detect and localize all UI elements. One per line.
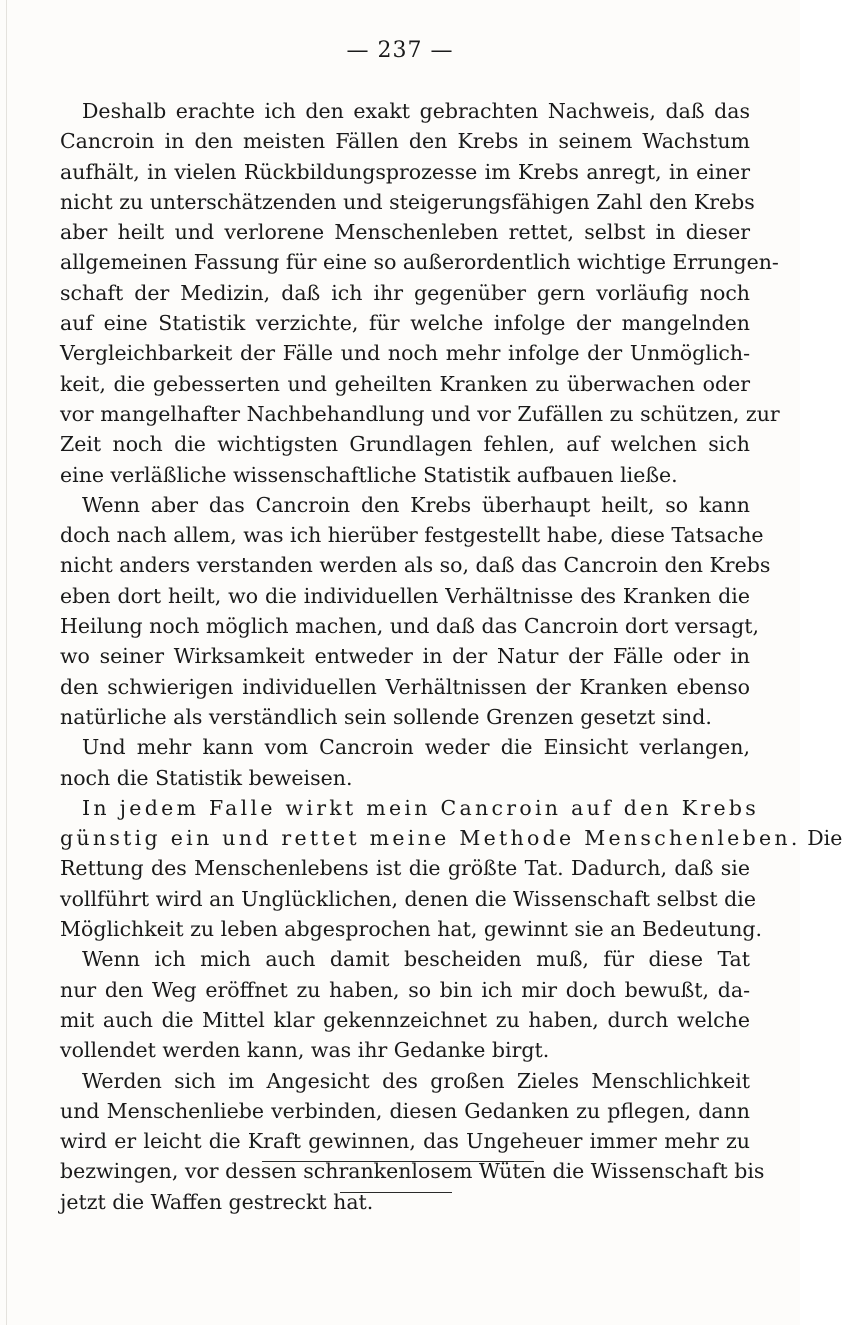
text-line: jetzt die Waffen gestreckt hat. [60, 1189, 374, 1214]
text-line: bezwingen, vor dessen schrankenlosem Wüten die Wissenschaft bis [60, 1159, 765, 1184]
text-line: schaft der Medizin, daß ich ihr gegenüber gern vorläufig noch [60, 280, 750, 305]
text-line: mit auch die Mittel klar gekennzeichnet zu haben, durch welche [60, 1007, 750, 1032]
body-text [60, 96, 842, 1217]
page-number-header: — 237 — [346, 38, 454, 63]
text-line: vor mangelhafter Nachbehandlung und vor Zufällen zu schützen, zur [60, 401, 780, 426]
text-line: nicht anders verstanden werden als so, daß das Cancroin den Krebs [60, 553, 771, 578]
text-line: natürliche als verständlich sein sollende Grenzen gesetzt sind. [60, 704, 712, 729]
text-line: aber heilt und verlorene Menschenleben rettet, selbst in dieser [60, 220, 750, 245]
text-line: doch nach allem, was ich hierüber festgestellt habe, diese Tatsache [60, 523, 764, 548]
text-line: Heilung noch möglich machen, und daß das Cancroin dort versagt, [60, 614, 759, 639]
text-line: nur den Weg eröffnet zu haben, so bin ich mir doch bewußt, da- [60, 977, 750, 1002]
text-line: vollendet werden kann, was ihr Gedanke birgt. [60, 1038, 550, 1063]
text-line: noch die Statistik beweisen. [60, 765, 353, 790]
text-line: wird er leicht die Kraft gewinnen, das Ungeheuer immer mehr zu [60, 1129, 750, 1154]
text-line-emphasized-end [60, 823, 842, 853]
text-fragment: Die [807, 826, 842, 851]
section-end-rule-short [340, 1192, 452, 1193]
text-line: vollführt wird an Unglücklichen, denen die Wissenschaft selbst die [60, 886, 756, 911]
text-line: Cancroin in den meisten Fällen den Krebs in seinem Wachstum [60, 129, 750, 154]
text-line: aufhält, in vielen Rückbildungsprozesse im Krebs anregt, in einer [60, 159, 750, 184]
text-line: auf eine Statistik verzichte, für welche infolge der mangelnden [60, 311, 750, 336]
text-line: Deshalb erachte ich den exakt gebrachten Nachweis, daß das [82, 99, 750, 123]
text-line: den schwierigen individuellen Verhältnissen der Kranken ebenso [60, 674, 750, 699]
page-edge-line [6, 0, 7, 1325]
text-line: Werden sich im Angesicht des großen Zieles Menschlichkeit [82, 1068, 750, 1093]
emphasized-text: günstig ein und rettet meine Methode Menschenleben. [60, 826, 801, 851]
text-line: eine verläßliche wissenschaftliche Statistik aufbauen ließe. [60, 462, 678, 487]
text-line: Und mehr kann vom Cancroin weder die Einsicht verlangen, [82, 735, 750, 760]
section-end-rule [262, 1161, 534, 1162]
text-line-emphasized: In jedem Falle wirkt mein Cancroin auf den Krebs [82, 795, 760, 820]
text-line: Zeit noch die wichtigsten Grundlagen fehlen, auf welchen sich [60, 432, 750, 457]
text-line: Wenn ich mich auch damit bescheiden muß, für diese Tat [82, 947, 750, 972]
text-line: wo seiner Wirksamkeit entweder in der Natur der Fälle oder in [60, 644, 750, 669]
text-line: Möglichkeit zu leben abgesprochen hat, gewinnt sie an Bedeutung. [60, 917, 763, 942]
text-line: und Menschenliebe verbinden, diesen Gedanken zu pflegen, dann [60, 1098, 750, 1123]
text-line: Wenn aber das Cancroin den Krebs überhaupt heilt, so kann [82, 492, 750, 517]
text-line: nicht zu unterschätzenden und steigerungsfähigen Zahl den Krebs [60, 189, 755, 214]
text-line: allgemeinen Fassung für eine so außerordentlich wichtige Errungen- [60, 250, 779, 275]
text-line: eben dort heilt, wo die individuellen Verhältnisse des Kranken die [60, 583, 750, 608]
text-line: keit, die gebesserten und geheilten Kranken zu überwachen oder [60, 371, 750, 396]
text-line: Rettung des Menschenlebens ist die größte Tat. Dadurch, daß sie [60, 856, 750, 881]
text-line: Vergleichbarkeit der Fälle und noch mehr infolge der Unmöglich- [60, 341, 750, 366]
